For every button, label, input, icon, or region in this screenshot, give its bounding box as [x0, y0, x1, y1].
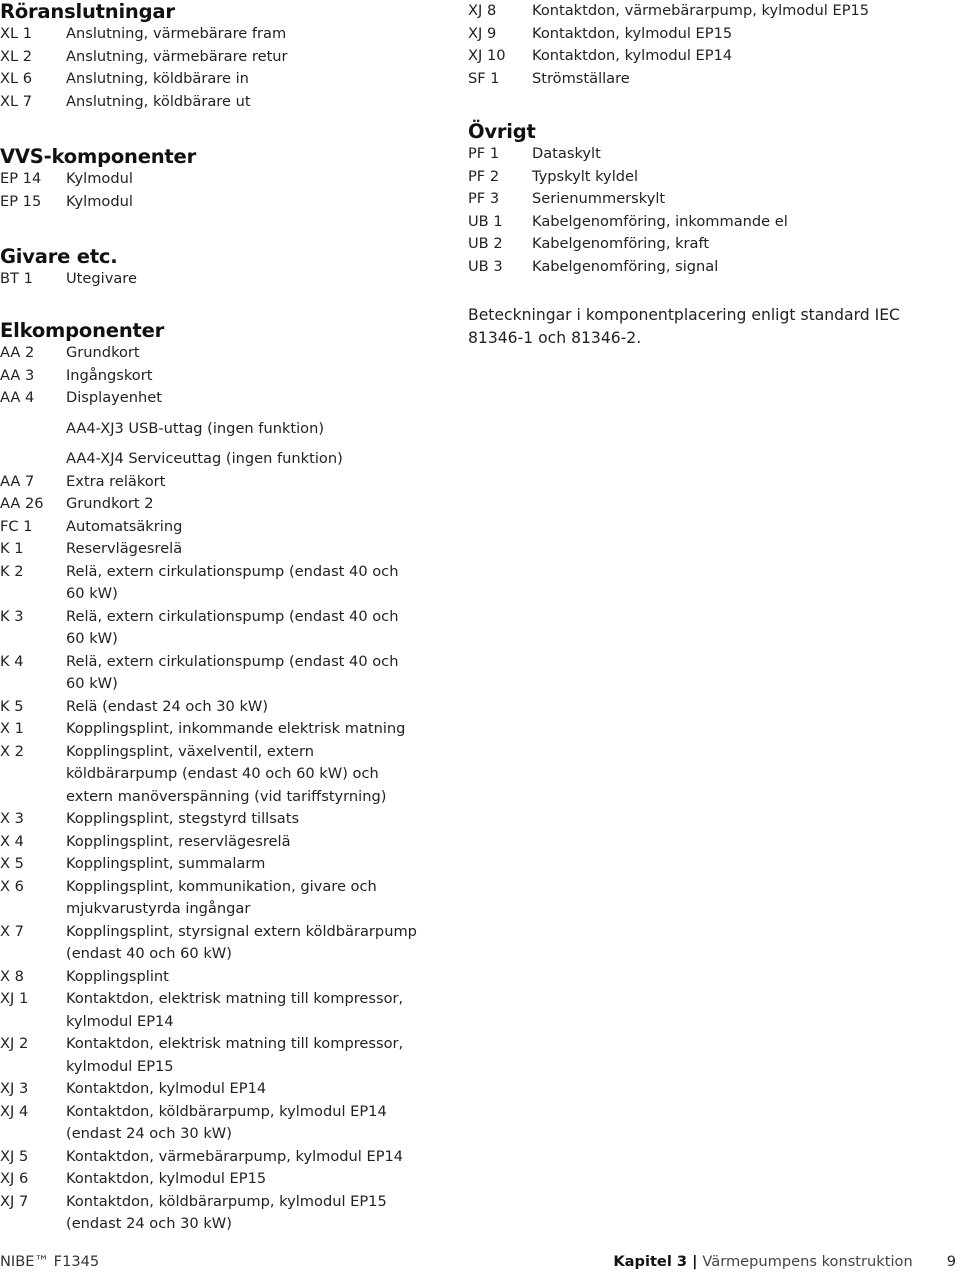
component-description: Kopplingsplint, inkommande elektrisk matning: [66, 720, 406, 737]
list-item: [0, 1168, 440, 1191]
component-code: AA 26: [0, 495, 44, 512]
component-code: AA 3: [0, 366, 35, 384]
component-description: Kabelgenomföring, kraft: [532, 235, 710, 252]
list-item: [0, 853, 440, 876]
component-code: PF 1: [468, 145, 500, 162]
section-heading: VVS-komponenter: [0, 145, 196, 168]
component-description: Grundkort: [66, 344, 140, 361]
component-code: K 2: [0, 562, 24, 580]
list-item: [0, 23, 440, 46]
component-description: Relä (endast 24 och 30 kW): [66, 697, 269, 715]
component-description: Kopplingsplint, styrsignal extern köldbärarpump (endast 40 och 60 kW): [66, 922, 417, 962]
list-item: [0, 876, 440, 921]
list-item: [0, 741, 440, 809]
list-item: [0, 68, 440, 91]
component-code: X 3: [0, 810, 24, 827]
component-description: Kabelgenomföring, inkommande el: [532, 212, 788, 230]
component-description: Kopplingsplint, stegstyrd tillsats: [66, 810, 300, 827]
list-item: [0, 1033, 440, 1078]
component-code: PF 3: [468, 190, 500, 207]
page-footer: [0, 1250, 960, 1274]
list-item: [0, 966, 440, 989]
component-description: Kontaktdon, elektrisk matning till kompressor, kylmodul EP15: [66, 1035, 404, 1075]
list-item: [0, 988, 440, 1033]
component-description: Kontaktdon, kylmodul EP14: [532, 47, 733, 64]
component-code: XJ 7: [0, 1192, 29, 1210]
list-item: [0, 387, 440, 410]
list-item: [0, 91, 440, 114]
section-vvs-komponenter: [0, 145, 440, 213]
component-description: Typskylt kyldel: [532, 167, 639, 185]
component-list: [0, 268, 440, 291]
section-heading: Givare etc.: [0, 245, 118, 268]
component-description: Kontaktdon, köldbärarpump, kylmodul EP15 (endast 24 och 30 kW): [66, 1192, 387, 1232]
list-item: [0, 1191, 440, 1236]
list-item: [468, 0, 948, 23]
list-item: [0, 365, 440, 388]
component-description: Kopplingsplint, kommunikation, givare och mjukvarustyrda ingångar: [66, 877, 377, 917]
component-list: [0, 168, 440, 213]
list-item: [468, 68, 948, 91]
component-description: Grundkort 2: [66, 495, 154, 512]
list-item: [0, 561, 440, 606]
component-code: XJ 4: [0, 1102, 29, 1120]
component-code: XJ 5: [0, 1147, 29, 1165]
list-item: [468, 166, 948, 189]
list-item: [468, 45, 948, 68]
footer-brand: NIBE™ F1345: [0, 1253, 100, 1270]
component-description: Anslutning, värmebärare retur: [66, 47, 288, 65]
list-item: [0, 606, 440, 651]
component-description: Kylmodul: [66, 192, 133, 210]
component-code: XJ 6: [0, 1170, 29, 1187]
footer-chapter-info: [613, 1250, 956, 1274]
component-list: [0, 342, 440, 410]
list-item: [0, 342, 440, 365]
component-code: K 4: [0, 652, 24, 670]
component-description: Anslutning, köldbärare in: [66, 70, 249, 87]
component-description: Kontaktdon, elektrisk matning till kompressor, kylmodul EP14: [66, 990, 404, 1030]
component-code: X 2: [0, 742, 24, 760]
list-item: [468, 233, 948, 256]
component-description: Relä, extern cirkulationspump (endast 40 och 60 kW): [66, 562, 399, 602]
component-code: X 6: [0, 877, 24, 895]
component-code: X 8: [0, 967, 24, 985]
list-item: [0, 168, 440, 191]
footer-chapter-title: Värmepumpens konstruktion: [702, 1253, 913, 1270]
list-item: [0, 921, 440, 966]
component-code: K 3: [0, 607, 24, 625]
component-code: XL 6: [0, 70, 33, 87]
component-description: Anslutning, köldbärare ut: [66, 92, 251, 110]
component-code: X 1: [0, 720, 24, 737]
component-list: [0, 23, 440, 113]
component-code: XJ 1: [0, 990, 29, 1007]
component-description: Kabelgenomföring, signal: [532, 257, 719, 275]
component-code: XJ 3: [0, 1080, 29, 1097]
list-item: [0, 808, 440, 831]
component-description: Ingångskort: [66, 366, 153, 384]
list-item: [468, 143, 948, 166]
section-heading: Elkomponenter: [0, 319, 165, 342]
component-description: Kopplingsplint, summalarm: [66, 855, 266, 872]
component-description: Utegivare: [66, 270, 137, 287]
component-list: [468, 143, 948, 278]
component-code: FC 1: [0, 517, 33, 535]
note-usb-uttag: AA4-XJ3 USB-uttag (ingen funktion): [66, 419, 325, 437]
page-number: 9: [946, 1253, 956, 1270]
component-list: [468, 0, 948, 90]
list-item: [0, 1101, 440, 1146]
component-description: Strömställare: [532, 69, 630, 87]
component-code: EP 14: [0, 170, 42, 187]
list-item: [0, 718, 440, 741]
component-code: XJ 8: [468, 2, 497, 19]
component-description: Extra reläkort: [66, 472, 166, 490]
component-description: Kontaktdon, köldbärarpump, kylmodul EP14 (endast 24 och 30 kW): [66, 1102, 387, 1142]
component-code: SF 1: [468, 69, 500, 87]
component-description: Kopplingsplint, reservlägesrelä: [66, 832, 291, 850]
list-item: [0, 696, 440, 719]
component-list: [0, 471, 440, 1236]
list-item: [0, 471, 440, 494]
footer-chapter: Kapitel 3: [613, 1253, 688, 1270]
component-code: XL 1: [0, 25, 33, 42]
component-description: Kopplingsplint, växelventil, extern köldbärarpump (endast 40 och 60 kW) och extern manöverspänning (vid tariffstyrning): [66, 742, 387, 805]
note-serviceuttag: AA4-XJ4 Serviceuttag (ingen funktion): [66, 450, 343, 467]
list-item: [0, 268, 440, 291]
footer-separator: |: [692, 1253, 698, 1270]
component-code: XJ 9: [468, 24, 497, 42]
component-description: Relä, extern cirkulationspump (endast 40 och 60 kW): [66, 607, 399, 647]
component-description: Kylmodul: [66, 170, 133, 187]
section-heading: Övrigt: [468, 120, 536, 143]
list-item: [0, 516, 440, 539]
component-code: EP 15: [0, 192, 42, 210]
list-item: [0, 1078, 440, 1101]
component-code: K 5: [0, 697, 24, 715]
component-code: BT 1: [0, 270, 33, 287]
section-ovrigt: [468, 120, 948, 278]
section-continued-list: [468, 0, 948, 90]
component-code: AA 4: [0, 389, 35, 406]
component-description: Kontaktdon, värmebärarpump, kylmodul EP15: [532, 2, 870, 19]
component-description: Relä, extern cirkulationspump (endast 40 och 60 kW): [66, 652, 399, 692]
component-code: XL 7: [0, 92, 33, 110]
component-code: UB 2: [468, 235, 503, 252]
component-description: Kontaktdon, kylmodul EP14: [66, 1080, 267, 1097]
list-item: [468, 188, 948, 211]
component-code: X 7: [0, 922, 24, 940]
component-code: UB 1: [468, 212, 503, 230]
component-description: Displayenhet: [66, 389, 162, 406]
list-item: [0, 538, 440, 561]
section-heading: Röranslutningar: [0, 0, 175, 23]
component-description: Kontaktdon, värmebärarpump, kylmodul EP14: [66, 1147, 404, 1165]
section-roranslutningar: [0, 0, 440, 113]
list-item: [0, 1146, 440, 1169]
list-item: [0, 46, 440, 69]
component-description: Serienummerskylt: [532, 190, 666, 207]
list-item: [468, 211, 948, 234]
list-item: [0, 493, 440, 516]
component-description: Anslutning, värmebärare fram: [66, 25, 287, 42]
list-item: [0, 651, 440, 696]
component-code: AA 2: [0, 344, 35, 361]
component-description: Kontaktdon, kylmodul EP15: [532, 24, 733, 42]
list-item: [468, 23, 948, 46]
section-givare: [0, 245, 440, 291]
component-description: Kopplingsplint: [66, 967, 169, 985]
component-description: Reservlägesrelä: [66, 540, 183, 557]
component-code: XJ 2: [0, 1035, 29, 1052]
list-item: [0, 191, 440, 214]
component-code: PF 2: [468, 167, 500, 185]
component-code: AA 7: [0, 472, 35, 490]
component-description: Automatsäkring: [66, 517, 183, 535]
component-code: UB 3: [468, 257, 503, 275]
list-item: [0, 831, 440, 854]
section-elkomponenter: [0, 319, 440, 1236]
component-code: X 5: [0, 855, 24, 872]
list-item: [468, 256, 948, 279]
component-code: XL 2: [0, 47, 33, 65]
component-code: XJ 10: [468, 47, 506, 64]
component-description: Dataskylt: [532, 145, 601, 162]
component-code: X 4: [0, 832, 24, 850]
standard-note-paragraph: Beteckningar i komponentplacering enligt standard IEC 81346-1 och 81346-2.: [468, 306, 900, 347]
component-code: K 1: [0, 540, 24, 557]
component-description: Kontaktdon, kylmodul EP15: [66, 1170, 267, 1187]
